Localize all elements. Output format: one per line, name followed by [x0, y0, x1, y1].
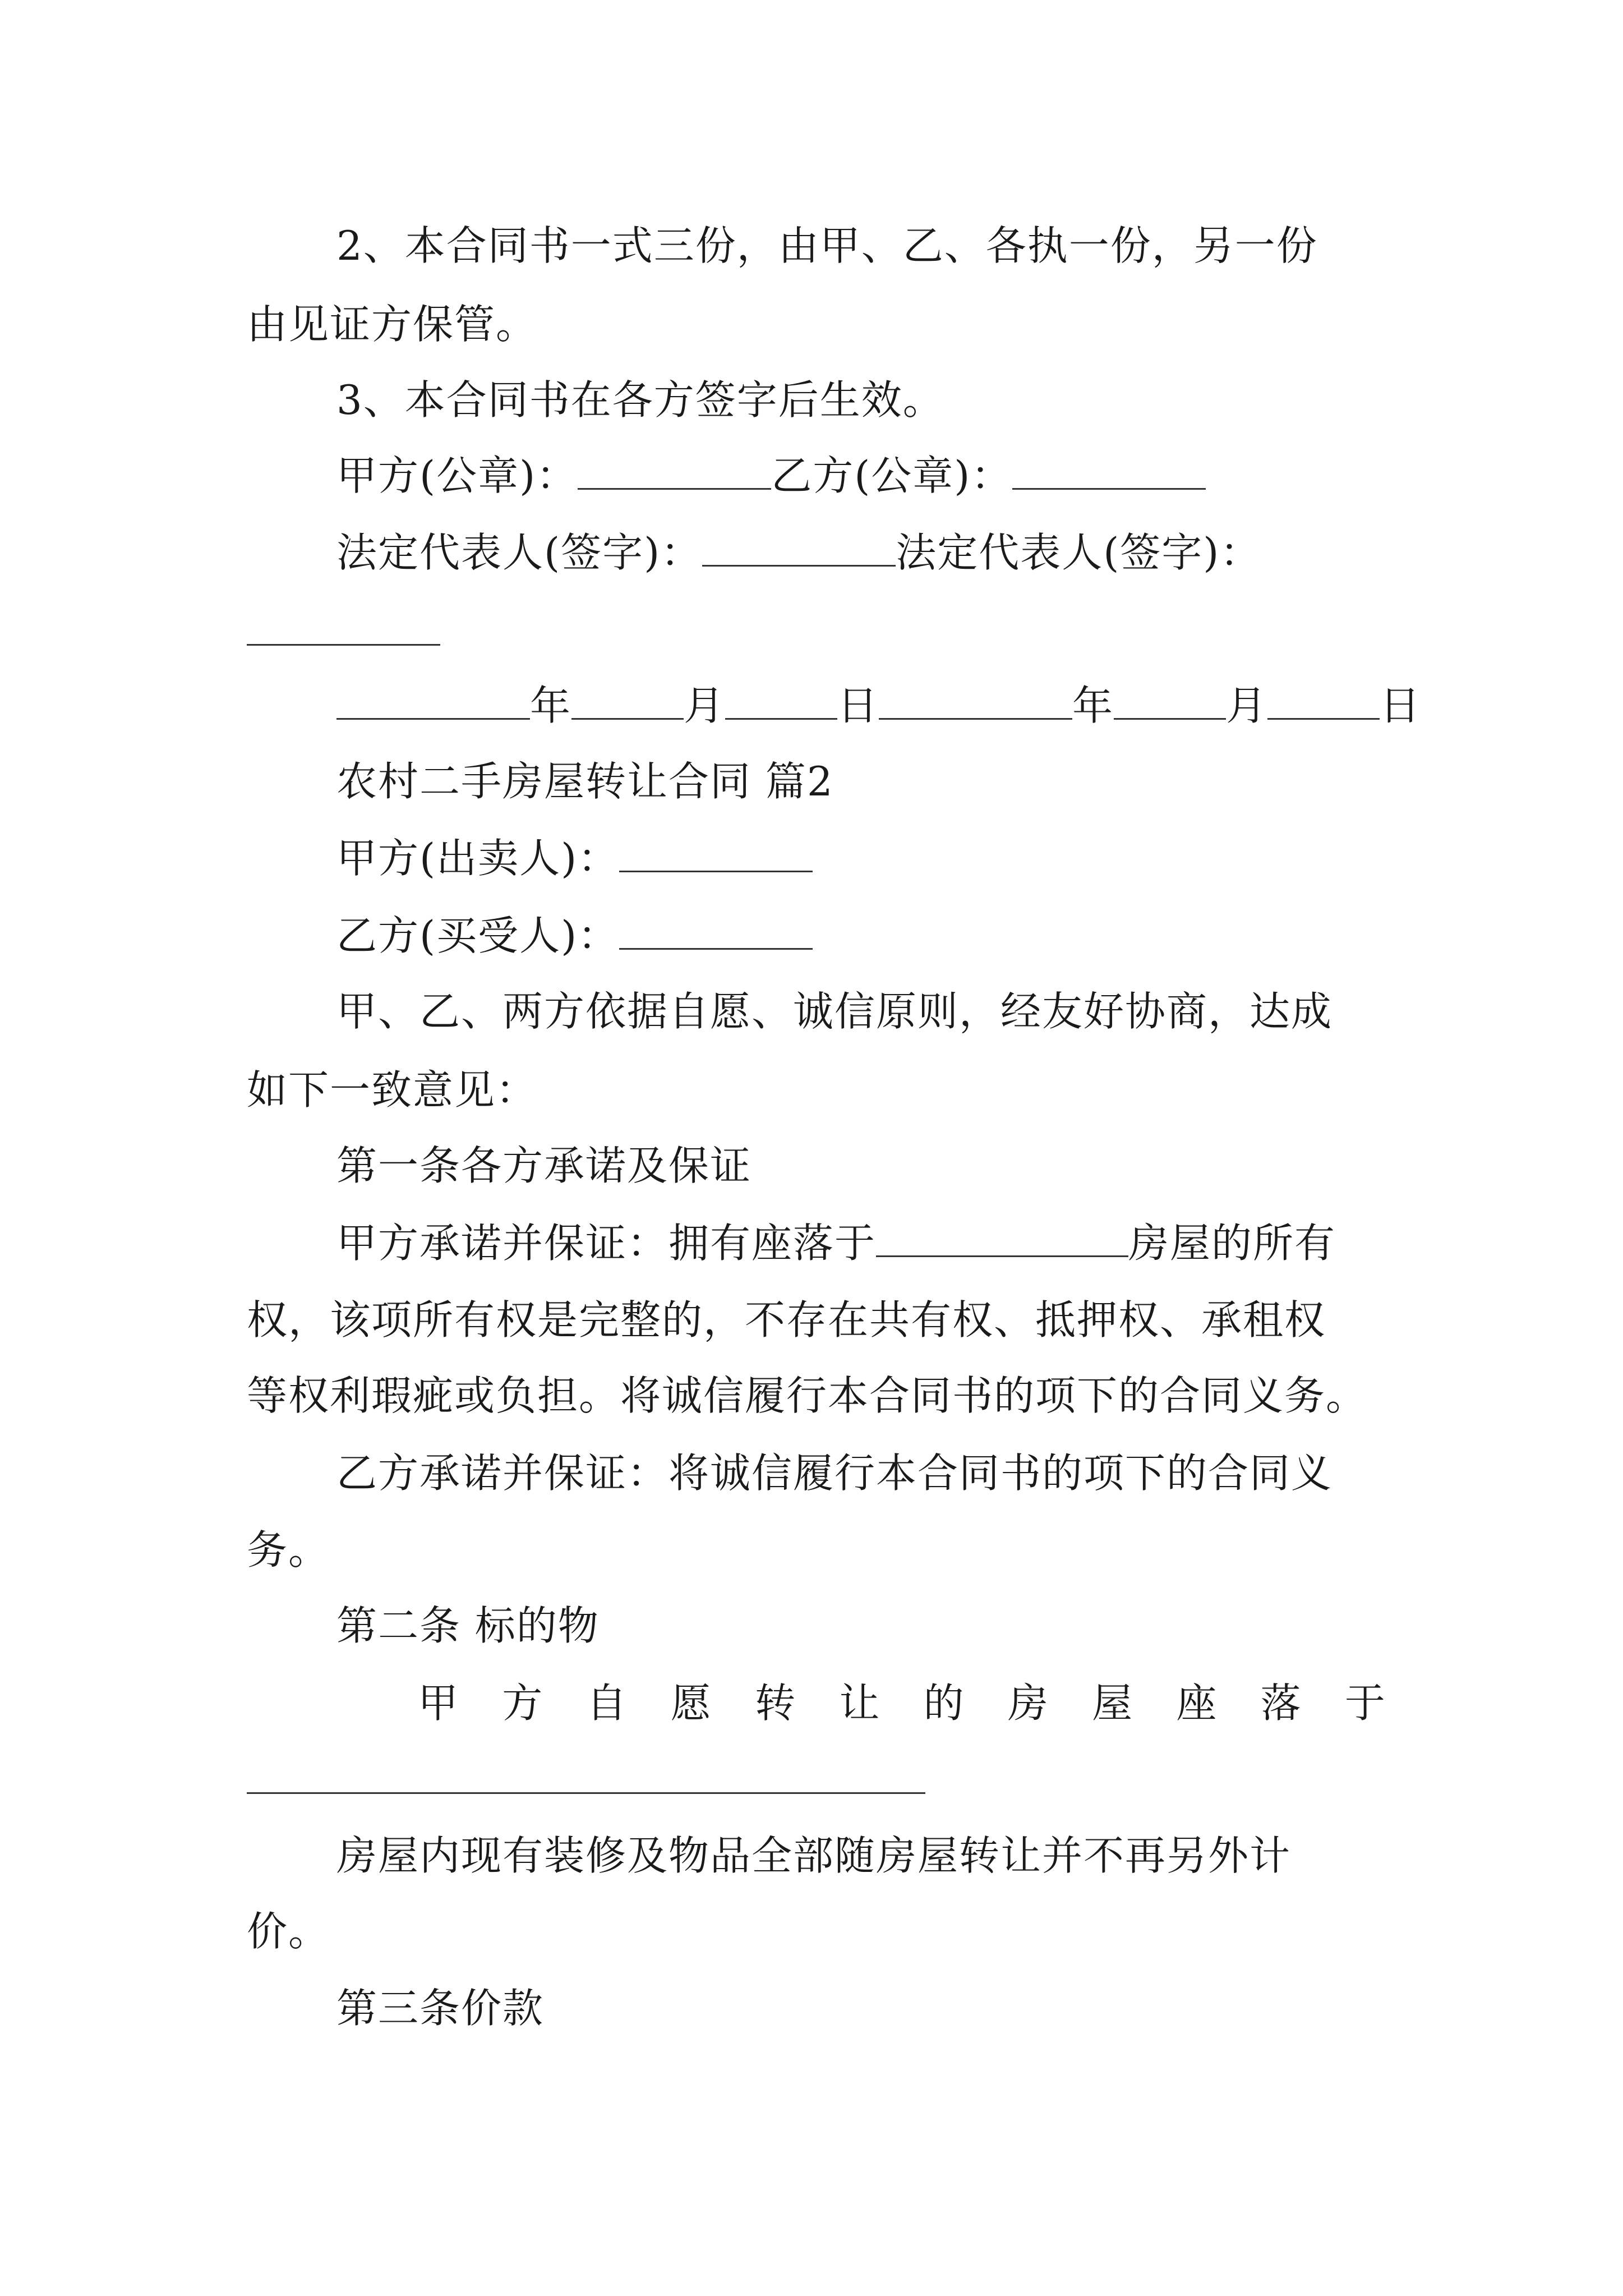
- party-a-rep-label: 法定代表人(签字)：: [336, 529, 703, 576]
- char: 屋: [1092, 1680, 1133, 1727]
- date-b-year-label: 年: [1072, 682, 1114, 729]
- seal-line: [336, 449, 1206, 503]
- seller-line: [336, 831, 813, 885]
- date-b-day-blank[interactable]: [1267, 684, 1380, 720]
- paragraph-fixtures-cont: 价。: [247, 1908, 330, 1955]
- char: 房: [1007, 1680, 1048, 1727]
- char: 座: [1176, 1680, 1217, 1727]
- party-b-rep-blank[interactable]: [247, 644, 440, 646]
- party-a-seal-blank[interactable]: [578, 454, 771, 490]
- char: 落: [1260, 1680, 1301, 1727]
- party-a-guarantee-cont-1: 权，该项所有权是完整的，不存在共有权、抵押权、承租权: [247, 1296, 1326, 1343]
- party-a-seal-label: 甲方(公章)：: [336, 452, 578, 499]
- signature-line: [336, 526, 1261, 579]
- paragraph-copies: 2、本合同书一式三份，由甲、乙、各执一份，另一份: [336, 222, 1318, 269]
- char: 方: [502, 1680, 543, 1727]
- date-line: [336, 679, 1421, 733]
- char: 自: [586, 1680, 627, 1727]
- seller-blank[interactable]: [619, 837, 813, 872]
- buyer-line: [336, 909, 813, 963]
- date-a-year-label: 年: [530, 682, 572, 729]
- date-b-day-label: 日: [1380, 682, 1422, 729]
- date-a-day-label: 日: [837, 682, 879, 729]
- paragraph-fixtures: 房屋内现有装修及物品全部随房屋转让并不再另外计: [336, 1832, 1292, 1879]
- party-a-guarantee-tail: 房屋的所有: [1128, 1220, 1336, 1267]
- char: 愿: [670, 1680, 711, 1727]
- char: 的: [923, 1680, 964, 1727]
- buyer-label: 乙方(买受人)：: [336, 912, 620, 959]
- party-a-rep-blank[interactable]: [702, 531, 896, 567]
- date-a-day-blank[interactable]: [725, 684, 837, 720]
- seller-label: 甲方(出卖人)：: [336, 835, 620, 882]
- article-2-heading: 第二条 标的物: [336, 1602, 600, 1649]
- paragraph-agreement: 甲、乙、两方依据自愿、诚信原则，经友好协商，达成: [336, 988, 1333, 1035]
- date-b-month-blank[interactable]: [1114, 684, 1226, 720]
- party-a-guarantee-text: 甲方承诺并保证：拥有座落于: [336, 1220, 877, 1267]
- party-b-rep-label: 法定代表人(签字)：: [896, 529, 1262, 576]
- party-b-guarantee-cont: 务。: [247, 1526, 330, 1573]
- section-heading: 农村二手房屋转让合同 篇2: [336, 758, 834, 805]
- party-a-guarantee-cont-2: 等权利瑕疵或负担。将诚信履行本合同书的项下的合同义务。: [247, 1372, 1368, 1419]
- paragraph-agreement-cont: 如下一致意见：: [247, 1066, 538, 1114]
- char: 转: [755, 1680, 796, 1727]
- paragraph-effective: 3、本合同书在各方签字后生效。: [336, 376, 944, 424]
- party-a-guarantee-line: [336, 1216, 1336, 1270]
- date-a-month-label: 月: [684, 682, 726, 729]
- char: 于: [1344, 1680, 1385, 1727]
- party-b-seal-label: 乙方(公章)：: [771, 452, 1013, 499]
- char: 甲: [418, 1680, 459, 1727]
- buyer-blank[interactable]: [619, 914, 813, 950]
- char: 让: [839, 1680, 880, 1727]
- date-a-month-blank[interactable]: [571, 684, 684, 720]
- article-3-heading: 第三条价款: [336, 1985, 545, 2032]
- property-transfer-line: [418, 1676, 1385, 1730]
- article-1-heading: 第一条各方承诺及保证: [336, 1142, 752, 1189]
- date-b-month-label: 月: [1226, 682, 1268, 729]
- date-a-year-blank[interactable]: [336, 684, 530, 720]
- party-b-guarantee: 乙方承诺并保证：将诚信履行本合同书的项下的合同义: [336, 1450, 1333, 1497]
- property-location-blank[interactable]: [876, 1222, 1128, 1257]
- property-address-blank[interactable]: [247, 1792, 925, 1794]
- date-b-year-blank[interactable]: [879, 684, 1072, 720]
- party-b-seal-blank[interactable]: [1012, 454, 1206, 490]
- paragraph-copies-cont: 由见证方保管。: [247, 301, 538, 348]
